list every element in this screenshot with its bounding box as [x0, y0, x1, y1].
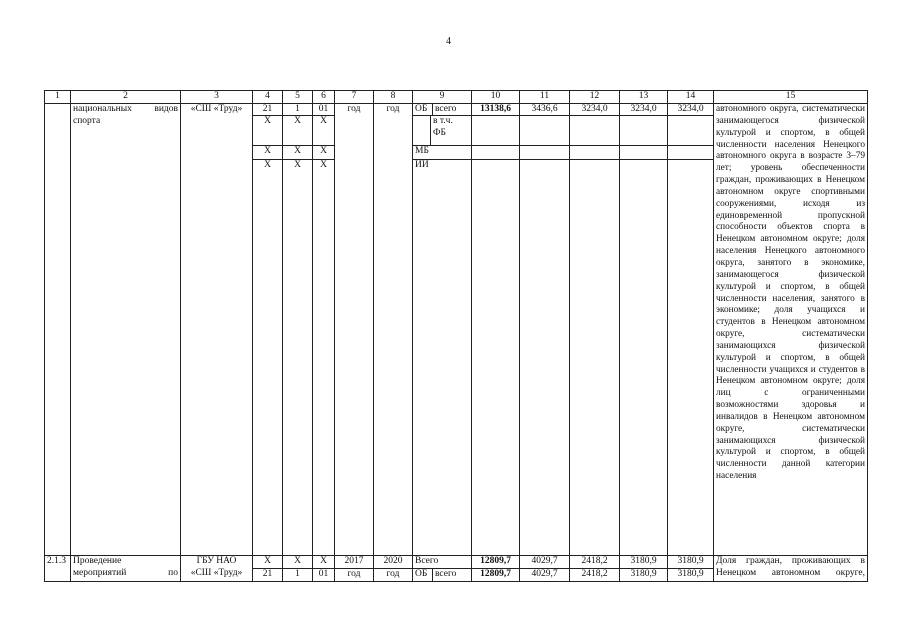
source-sub: всего — [435, 569, 457, 579]
amount: 3436,6 — [531, 104, 558, 114]
year2-cell: 2418,2 — [570, 569, 620, 582]
year3-cell — [620, 104, 668, 556]
table-row — [45, 104, 868, 556]
executor-line: ГБУ НАО — [196, 556, 237, 566]
end-year-cell: год — [374, 104, 413, 556]
row-number-cell — [45, 104, 71, 556]
year1-cell: 4029,7 — [520, 556, 570, 569]
header-cell: 5 — [283, 91, 313, 104]
header-row — [45, 91, 868, 104]
indicators-line: Ненецком автономном округе, — [716, 567, 865, 578]
amount: 3234,0 — [630, 104, 657, 114]
code-cell-4: X — [253, 556, 283, 569]
source-label: ОБ — [413, 569, 433, 581]
code-value: X — [283, 159, 312, 172]
code-value: 21 — [262, 104, 273, 114]
amount: 3234,0 — [581, 104, 608, 114]
code-cell-6: X — [313, 556, 335, 569]
total-cell: 12809,7 — [472, 556, 520, 569]
year3-cell: 3180,9 — [620, 569, 668, 582]
end-year-cell: 2020 — [374, 556, 413, 569]
source-label: МБ — [413, 145, 471, 159]
header-cell: 9 — [413, 91, 472, 104]
code-value: 1 — [295, 104, 300, 114]
amount: 13138,6 — [480, 104, 511, 114]
program-table — [44, 90, 868, 582]
amount: 3234,0 — [677, 104, 704, 114]
code-cell-5 — [283, 104, 313, 556]
year1-cell: 4029,7 — [520, 569, 570, 582]
source-sub: в т.ч. ФБ — [433, 116, 453, 138]
header-cell: 1 — [45, 91, 71, 104]
activity-name-cell — [71, 556, 181, 582]
code-value: X — [253, 115, 282, 145]
source-label: ИИ — [413, 159, 471, 172]
code-value: X — [313, 115, 334, 145]
activity-name-cell: национальных видов спорта — [71, 104, 181, 556]
code-value: 01 — [318, 104, 329, 114]
row-number-cell: 2.1.3 — [45, 556, 71, 582]
code-value: X — [283, 145, 312, 159]
source-cell: Всего — [413, 556, 472, 569]
header-cell: 15 — [714, 91, 868, 104]
year4-cell: 3180,9 — [668, 569, 714, 582]
year4-cell: 3180,9 — [668, 556, 714, 569]
end-year-cell: год — [374, 569, 413, 582]
code-cell-5: 1 — [283, 569, 313, 582]
source-label: ОБ — [413, 104, 433, 115]
activity-name-line: Проведение — [73, 556, 122, 566]
code-value: X — [253, 159, 282, 172]
header-cell: 13 — [620, 91, 668, 104]
code-value: X — [313, 145, 334, 159]
executor-cell — [181, 556, 253, 582]
code-value: X — [283, 115, 312, 145]
code-cell-4: 21 — [253, 569, 283, 582]
table-row — [45, 556, 868, 569]
header-cell: 6 — [313, 91, 335, 104]
year2-cell — [570, 104, 620, 556]
header-cell: 2 — [71, 91, 181, 104]
year2-cell: 2418,2 — [570, 556, 620, 569]
page-number: 4 — [446, 36, 451, 47]
header-cell: 10 — [472, 91, 520, 104]
activity-name-line: мероприятий по — [73, 567, 178, 578]
year1-cell — [520, 104, 570, 556]
year3-cell: 3180,9 — [620, 556, 668, 569]
indicators-cell — [714, 556, 868, 582]
executor-cell: «СШ «Труд» — [181, 104, 253, 556]
start-year-cell: год — [335, 104, 374, 556]
header-cell: 8 — [374, 91, 413, 104]
start-year-cell: год — [335, 569, 374, 582]
code-value: X — [313, 159, 334, 172]
start-year-cell: 2017 — [335, 556, 374, 569]
header-cell: 3 — [181, 91, 253, 104]
total-cell: 12809,7 — [472, 569, 520, 582]
indicators-cell — [714, 104, 868, 556]
code-cell-6 — [313, 104, 335, 556]
indicators-text: автономного округа, систематически занимающегося физической культурой и спортом, в общей численности населения Ненецкого автономного округа в возрасте 3–79 лет; уровень обеспеченности граждан, проживающих в Ненецком автономном округе спортивными сооружениями, исходя из единовременной пропускной способности объектов спорта в Ненецком автономном округе; доля населения Ненецкого автономного округа, занятого в экономике, занимающегося физической культурой и спортом, в общей численности населения, занятого в экономике; доля учащихся и студентов в Ненецком автономном округе, систематически занимающихся физической культурой и спортом, в общей численности учащихся и студентов в Ненецком автономном округе; доля лиц с ограниченными возможностями здоровья и инвалидов в Ненецком автономном округе, систематически занимающихся физической культурой и спортом, в общей численности данной категории населения — [716, 104, 865, 482]
code-cell-5: X — [283, 556, 313, 569]
header-cell: 7 — [335, 91, 374, 104]
header-cell: 12 — [570, 91, 620, 104]
source-cell — [413, 569, 472, 582]
header-cell: 4 — [253, 91, 283, 104]
executor-line: «СШ «Труд» — [190, 567, 243, 578]
code-cell-6: 01 — [313, 569, 335, 582]
header-cell: 14 — [668, 91, 714, 104]
source-sub: всего — [435, 104, 457, 114]
year4-cell — [668, 104, 714, 556]
code-value: X — [253, 145, 282, 159]
total-cell — [472, 104, 520, 556]
indicators-line: Доля граждан, проживающих в — [716, 556, 865, 566]
code-cell-4 — [253, 104, 283, 556]
header-cell: 11 — [520, 91, 570, 104]
source-cell — [413, 104, 472, 556]
